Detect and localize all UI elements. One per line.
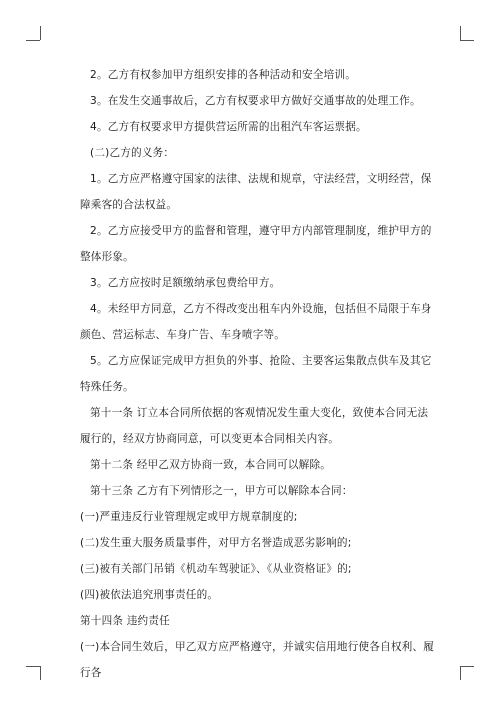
paragraph: 5。乙方应保证完成甲方担负的外事、抢险、主要客运集散点供车及其它特殊任务。 <box>80 355 432 393</box>
paragraph: 3。乙方应按时足额缴纳承包费给甲方。 <box>90 277 281 289</box>
paragraph: (一)严重违反行业管理规定或甲方规章制度的; <box>80 511 298 523</box>
paragraph: 4。未经甲方同意，乙方不得改变出租车内外设施，包括但不局限于车身颜色、营运标志、车身广告、车身喷字等。 <box>80 303 432 341</box>
paragraph: 4。乙方有权要求甲方提供营运所需的出租汽车客运票据。 <box>90 121 367 133</box>
paragraph: 第十四条 违约责任 <box>80 615 170 627</box>
document-body <box>80 62 436 686</box>
paragraph: (三)被有关部门吊销《机动车驾驶证》、《从业资格证》的; <box>80 563 352 575</box>
paragraph: (二)发生重大服务质量事件，对甲方名誉造成恶劣影响的; <box>80 537 352 549</box>
paragraph: 第十一条 订立本合同所依据的客观情况发生重大变化，致使本合同无法履行的，经双方协商同意，可以变更本合同相关内容。 <box>80 407 429 445</box>
paragraph: 第十二条 经甲乙双方协商一致，本合同可以解除。 <box>90 459 332 471</box>
paragraph: 2。乙方有权参加甲方组织安排的各种活动和安全培训。 <box>90 69 356 81</box>
paragraph: 3。在发生交通事故后，乙方有权要求甲方做好交通事故的处理工作。 <box>90 95 421 107</box>
paragraph: (一)本合同生效后，甲乙双方应严格遵守，并诚实信用地行使各自权利、履行各 <box>80 641 435 679</box>
paragraph: 1。乙方应严格遵守国家的法律、法规和规章，守法经营，文明经营，保障乘客的合法权益。 <box>80 173 432 211</box>
paragraph: (二)乙方的义务： <box>90 147 175 159</box>
paragraph: (四)被依法追究刑事责任的。 <box>80 589 219 601</box>
paragraph: 2。乙方应接受甲方的监督和管理，遵守甲方内部管理制度，维护甲方的整体形象。 <box>80 225 432 263</box>
paragraph: 第十三条 乙方有下列情形之一，甲方可以解除本合同： <box>90 485 353 497</box>
